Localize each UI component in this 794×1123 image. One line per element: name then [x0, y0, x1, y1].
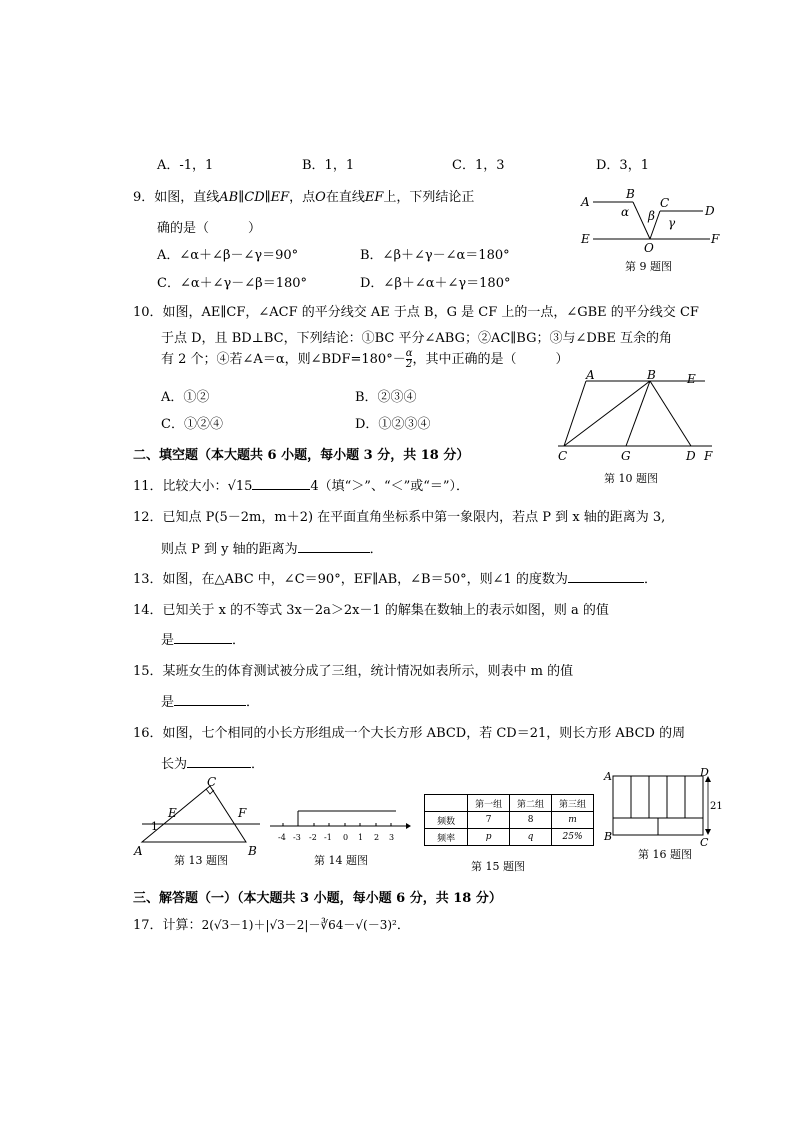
fig9-label-gamma: γ	[668, 216, 676, 230]
q10-option-a: A．①②	[161, 390, 210, 405]
fig10-label-b: B	[647, 368, 656, 382]
q11-answer-blank[interactable]	[252, 477, 310, 490]
fig9-label-alpha: α	[621, 205, 630, 219]
fig10-label-g: G	[621, 449, 631, 463]
q14-answer-blank[interactable]	[174, 631, 232, 644]
fig10-label-c: C	[558, 449, 568, 463]
fig16-label-a: A	[604, 770, 612, 783]
q9-option-b: B．∠β＋∠γ－∠α＝180°	[360, 248, 510, 263]
q9-stem-line2: 确的是（ ）	[157, 221, 262, 236]
fig16-label-c: C	[700, 836, 709, 849]
fig13-label-a: A	[134, 844, 143, 858]
q12-line2: 则点 P 到 y 轴的距离为 ．	[161, 542, 383, 557]
q10-option-d: D．①②③④	[355, 417, 431, 432]
fig15-caption: 第 15 题图	[471, 860, 525, 873]
q16-line1: 16．如图，七个相同的小长方形组成一个大长方形 ABCD，若 CD＝21，则长方形 ABCD 的周	[133, 726, 686, 741]
fig14-tick-label: -4	[278, 833, 286, 842]
fig16-caption: 第 16 题图	[638, 848, 692, 861]
fig13-label-1: 1	[151, 820, 158, 833]
fig9-label-d: D	[705, 204, 715, 218]
q11-root: √15	[227, 479, 253, 494]
q15-answer-blank[interactable]	[174, 693, 246, 706]
figure-13	[128, 775, 263, 867]
fig9-label-e: E	[581, 232, 590, 246]
q8-option-b: B．1，1	[302, 158, 355, 173]
q13: 13．如图，在△ABC 中，∠C＝90°，EF∥AB，∠B＝50°，则∠1 的度数为 ．	[133, 572, 657, 587]
q15-line2: 是 ．	[161, 695, 260, 710]
fig9-label-c: C	[660, 196, 670, 210]
q8-option-c: C．1，3	[452, 158, 505, 173]
q13-answer-blank[interactable]	[568, 570, 644, 583]
fig16-label-b: B	[604, 830, 613, 843]
q17-expression: 2(√3－1)＋|√3－2|－∛64－√(－3)²	[201, 918, 397, 932]
fig9-caption: 第 9 题图	[625, 260, 672, 273]
fig10-caption: 第 10 题图	[604, 472, 658, 485]
fig13-label-e: E	[168, 806, 177, 820]
table-row: 频率 p q 25%	[425, 829, 594, 846]
q12-answer-blank[interactable]	[298, 540, 370, 553]
fig13-label-f: F	[238, 806, 247, 820]
table-row: 第一组 第二组 第三组	[425, 795, 594, 812]
fig9-label-beta: β	[648, 209, 655, 223]
fig16-label-d: D	[700, 767, 709, 779]
q14-line2: 是 ．	[161, 633, 246, 648]
fig10-label-f: F	[704, 449, 713, 463]
q9-option-d: D．∠β＋∠α＋∠γ＝180°	[360, 276, 511, 291]
fig13-caption: 第 13 题图	[174, 854, 228, 867]
q15-line1: 15．某班女生的体育测试被分成了三组，统计情况如表所示，则表中 m 的值	[133, 664, 574, 679]
figure-14	[268, 805, 413, 870]
q9-option-c: C．∠α＋∠γ－∠β＝180°	[157, 276, 308, 291]
fig9-label-f: F	[711, 232, 720, 246]
fig14-tick-label: 0	[343, 833, 349, 842]
q11: 11．比较大小：√15 4（填“＞”、“＜”或“＝”）．	[133, 479, 470, 494]
fig10-label-e: E	[687, 372, 696, 386]
q17: 17．计算：2(√3－1)＋|√3－2|－∛64－√(－3)²．	[133, 918, 410, 933]
fig14-tick-label: -1	[324, 833, 332, 842]
section-3-title: 三、解答题（一）（本大题共 3 小题，每小题 6 分，共 18 分）	[133, 891, 502, 906]
section-2-title: 二、填空题（本大题共 6 小题，每小题 3 分，共 18 分）	[133, 448, 470, 463]
fig14-tick-label: 1	[358, 833, 364, 842]
q10-option-c: C．①②④	[161, 417, 223, 432]
fig10-label-a: A	[586, 368, 595, 382]
fig14-tick-label: -3	[293, 833, 301, 842]
q16-answer-blank[interactable]	[187, 755, 251, 768]
q14-line1: 14．已知关于 x 的不等式 3x－2a＞2x－1 的解集在数轴上的表示如图，则 a 的值	[133, 603, 609, 618]
q12-line1: 12．已知点 P(5－2m，m＋2) 在平面直角坐标系中第一象限内，若点 P 到 x 轴的距离为 3,	[133, 510, 666, 525]
q8-option-d: D．3，1	[596, 158, 649, 173]
table-row: 频数 7 8 m	[425, 812, 594, 829]
q10-line1: 10．如图，AE∥CF，∠ACF 的平分线交 AE 于点 B，G 是 CF 上的一点，∠GBE 的平分线交 CF	[133, 305, 699, 320]
fig14-tick-label: 2	[374, 833, 380, 842]
fig13-label-c: C	[207, 775, 217, 789]
q10-line2: 于点 D，且 BD⊥BC，下列结论：①BC 平分∠ABG；②AC∥BG；③与∠DBE 互余的角	[161, 331, 672, 346]
figure-16	[598, 767, 728, 867]
fig9-label-o: O	[644, 241, 654, 255]
q9-option-a: A．∠α＋∠β－∠γ＝90°	[157, 248, 299, 263]
q10-option-b: B．②③④	[355, 390, 417, 405]
fig14-tick-label: 3	[389, 833, 395, 842]
fig10-label-d: D	[686, 449, 696, 463]
fig13-label-b: B	[248, 844, 257, 858]
fig9-label-a: A	[581, 195, 590, 209]
q8-option-a: A．-1，1	[157, 158, 214, 173]
q10-fraction: $\frac{\alpha}{2}$	[405, 348, 413, 370]
fig14-tick-label: -2	[309, 833, 317, 842]
fig14-caption: 第 14 题图	[314, 854, 368, 867]
q10-line3: 有 2 个；④若∠A＝α，则∠BDF=180°－ $\frac{\alpha}{2}$ ，其中正确的是（ ）	[161, 348, 569, 370]
q16-line2: 长为 ．	[161, 757, 265, 772]
fig9-label-b: B	[626, 187, 635, 201]
fig16-length-label: 21	[710, 801, 723, 812]
q9-stem-line1: 9．如图，直线AB∥CD∥EF，点O在直线EF上，下列结论正	[133, 190, 475, 205]
figure-10	[550, 368, 725, 488]
fig15-table	[424, 794, 594, 846]
figure-9	[575, 184, 725, 276]
